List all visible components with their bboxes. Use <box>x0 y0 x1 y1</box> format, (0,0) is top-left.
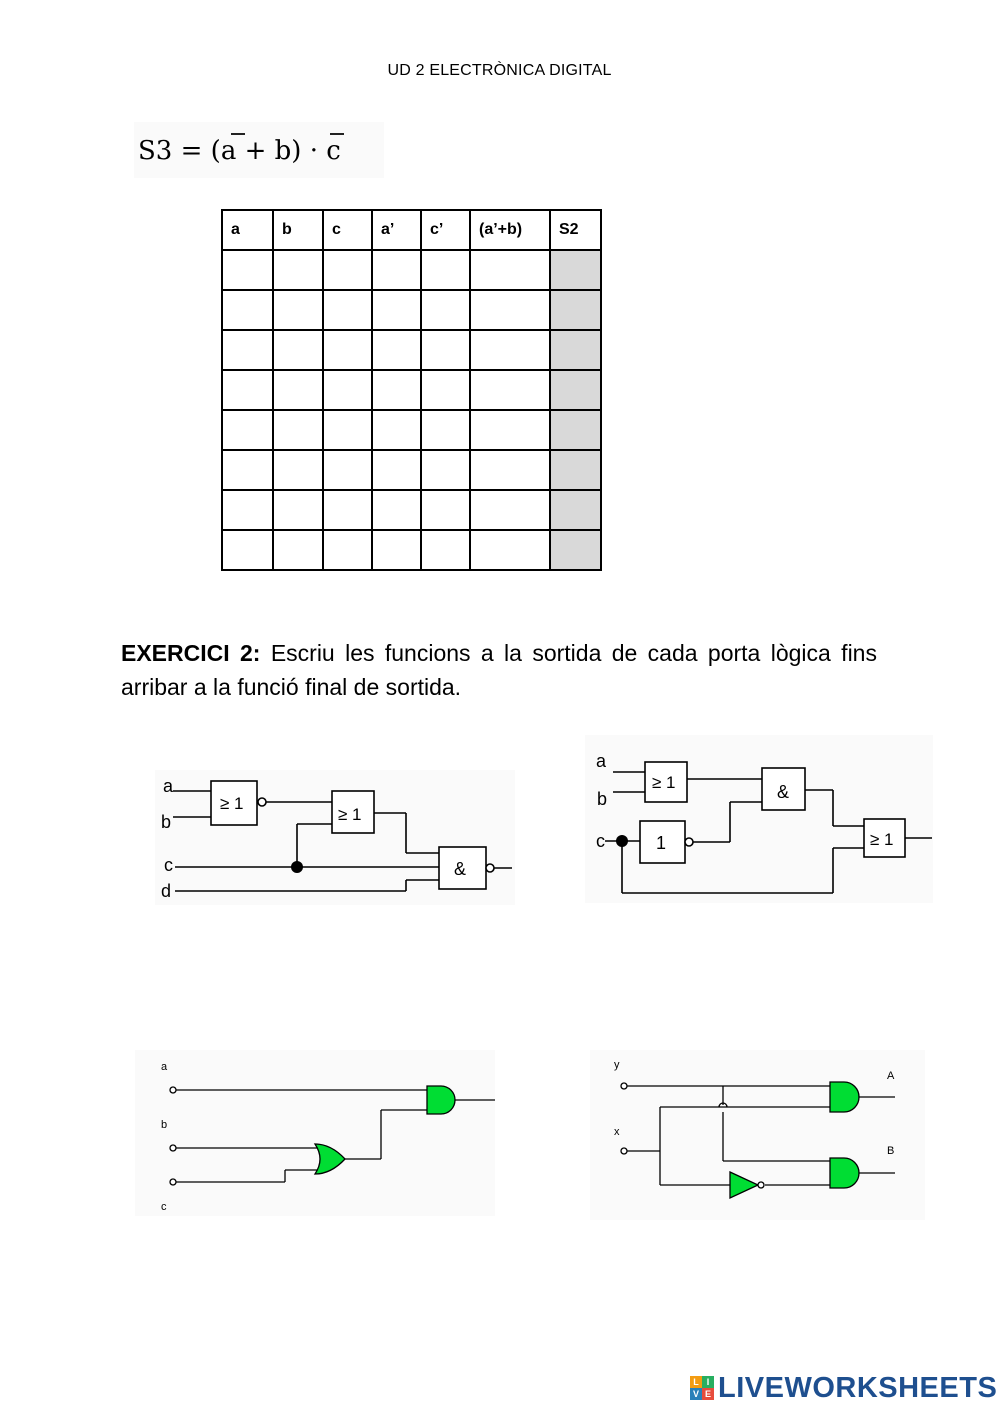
table-cell[interactable] <box>421 490 470 530</box>
circuit-2 <box>585 735 940 905</box>
table-cell[interactable] <box>421 410 470 450</box>
page-header: UD 2 ELECTRÒNICA DIGITAL <box>387 62 612 79</box>
c4-label-y: y <box>614 1059 620 1071</box>
table-cell[interactable] <box>372 490 421 530</box>
table-cell[interactable] <box>222 250 273 290</box>
column-header: a’ <box>372 210 421 250</box>
c1-label-b: b <box>161 812 172 832</box>
formula-s3 <box>134 122 384 178</box>
column-header: (a’+b) <box>470 210 550 250</box>
table-cell[interactable] <box>421 530 470 570</box>
table-row <box>222 370 601 410</box>
logo-mark-icon <box>690 1376 714 1400</box>
table-cell[interactable] <box>323 410 372 450</box>
c2-label-c: c <box>596 831 605 851</box>
c4-label-B: B <box>887 1145 895 1157</box>
table-cell[interactable] <box>372 370 421 410</box>
formula-c: c <box>326 136 341 166</box>
table-cell[interactable] <box>222 370 273 410</box>
circuit-1 <box>140 765 520 915</box>
table-cell[interactable] <box>421 370 470 410</box>
c2-or2-symbol: ≥ 1 <box>870 830 894 849</box>
formula-lhs: S3 = <box>138 136 203 166</box>
column-header: c’ <box>421 210 470 250</box>
table-cell[interactable] <box>273 370 323 410</box>
logo-mark-i: I <box>702 1376 714 1388</box>
c2-label-a: a <box>596 751 607 771</box>
c2-and-symbol: & <box>777 782 790 802</box>
table-cell[interactable] <box>273 410 323 450</box>
formula-plus-b: + b) <box>236 136 302 166</box>
exercise-text: Escriu les funcions a la sortida de cada porta lògica fins arribar a la funció final de sortida. <box>121 640 877 700</box>
exercise-2 <box>121 636 877 704</box>
table-row <box>222 330 601 370</box>
exercise-label: EXERCICI 2: <box>121 640 261 666</box>
answer-cell[interactable] <box>550 330 601 370</box>
table-row <box>222 530 601 570</box>
table-cell[interactable] <box>323 250 372 290</box>
c4-label-x: x <box>614 1126 620 1138</box>
c1-or2-symbol: ≥ 1 <box>338 805 362 824</box>
logo-mark-l: L <box>690 1376 702 1388</box>
column-header: S2 <box>550 210 601 250</box>
c1-and-symbol: & <box>454 859 467 879</box>
c2-label-b: b <box>597 789 608 809</box>
table-cell[interactable] <box>372 410 421 450</box>
table-cell[interactable] <box>470 250 550 290</box>
table-cell[interactable] <box>222 450 273 490</box>
c4-and-gate-a <box>830 1082 859 1112</box>
table-cell[interactable] <box>470 370 550 410</box>
column-header: a <box>222 210 273 250</box>
table-cell[interactable] <box>323 450 372 490</box>
overbar-a <box>231 133 245 135</box>
c2-or1-symbol: ≥ 1 <box>652 773 676 792</box>
column-header: c <box>323 210 372 250</box>
answer-cell[interactable] <box>550 490 601 530</box>
formula-dot: · <box>301 136 327 166</box>
table-cell[interactable] <box>470 410 550 450</box>
table-row <box>222 410 601 450</box>
table-cell[interactable] <box>323 330 372 370</box>
table-row <box>222 450 601 490</box>
c3-and-gate <box>427 1086 455 1114</box>
c1-label-d: d <box>161 881 172 901</box>
logo-mark-e: E <box>702 1388 714 1400</box>
answer-cell[interactable] <box>550 450 601 490</box>
formula-a: a <box>220 136 237 166</box>
c1-label-a: a <box>163 776 174 796</box>
c4-and-gate-b <box>830 1158 859 1188</box>
table-cell[interactable] <box>372 330 421 370</box>
c4-label-A: A <box>887 1070 895 1082</box>
answer-cell[interactable] <box>550 370 601 410</box>
table-cell[interactable] <box>372 290 421 330</box>
table-cell[interactable] <box>222 290 273 330</box>
circuit-4 <box>590 1050 930 1225</box>
answer-cell[interactable] <box>550 290 601 330</box>
table-cell[interactable] <box>273 450 323 490</box>
answer-cell[interactable] <box>550 250 601 290</box>
c2-not-symbol: 1 <box>656 833 667 853</box>
answer-cell[interactable] <box>550 410 601 450</box>
table-cell[interactable] <box>421 290 470 330</box>
circuit-3 <box>135 1050 500 1220</box>
table-cell[interactable] <box>323 370 372 410</box>
table-cell[interactable] <box>470 450 550 490</box>
c3-label-c: c <box>161 1201 167 1213</box>
c3-label-a: a <box>161 1061 168 1073</box>
c1-or1-symbol: ≥ 1 <box>220 794 244 813</box>
table-cell[interactable] <box>222 410 273 450</box>
overbar-c <box>330 133 344 135</box>
table-cell[interactable] <box>372 530 421 570</box>
truth-table <box>221 209 602 571</box>
table-cell[interactable] <box>470 490 550 530</box>
table-cell[interactable] <box>273 530 323 570</box>
table-cell[interactable] <box>421 330 470 370</box>
table-cell[interactable] <box>273 290 323 330</box>
table-cell[interactable] <box>323 490 372 530</box>
table-cell[interactable] <box>470 290 550 330</box>
table-cell[interactable] <box>273 330 323 370</box>
liveworksheets-logo <box>690 1370 997 1406</box>
table-cell[interactable] <box>470 530 550 570</box>
table-cell[interactable] <box>222 530 273 570</box>
table-cell[interactable] <box>273 250 323 290</box>
c3-label-b: b <box>161 1119 168 1131</box>
table-cell[interactable] <box>323 530 372 570</box>
table-cell[interactable] <box>222 490 273 530</box>
table-cell[interactable] <box>372 250 421 290</box>
table-row <box>222 490 601 530</box>
column-header: b <box>273 210 323 250</box>
table-cell[interactable] <box>470 330 550 370</box>
formula-open: ( <box>210 136 221 166</box>
logo-mark-v: V <box>690 1388 702 1400</box>
c1-label-c: c <box>164 855 173 875</box>
logo-text: LIVEWORKSHEETS <box>718 1371 998 1404</box>
table-row <box>222 250 601 290</box>
table-cell[interactable] <box>372 450 421 490</box>
table-row <box>222 290 601 330</box>
table-cell[interactable] <box>421 250 470 290</box>
answer-cell[interactable] <box>550 530 601 570</box>
table-cell[interactable] <box>222 330 273 370</box>
table-cell[interactable] <box>323 290 372 330</box>
table-cell[interactable] <box>421 450 470 490</box>
table-cell[interactable] <box>273 490 323 530</box>
table-header-row <box>222 210 601 250</box>
